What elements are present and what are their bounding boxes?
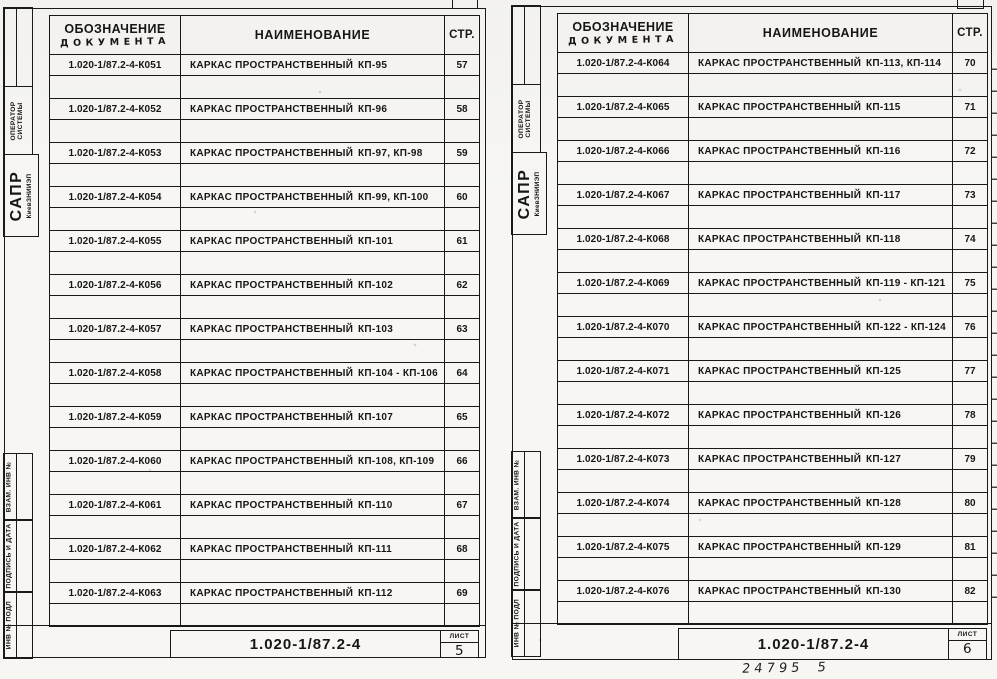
- designation-cell: 1.020-1/87.2-4-К057: [50, 319, 181, 340]
- spacer-row: [50, 428, 480, 451]
- table-row: [50, 583, 480, 604]
- titleblock-top-rule: [513, 623, 991, 624]
- name-cell: КАРКАС ПРОСТРАНСТВЕННЫЙ КП-129: [689, 537, 953, 558]
- page-cell: 79: [953, 449, 988, 470]
- table-header-row: [50, 16, 480, 55]
- table-row: [50, 407, 480, 428]
- name-cell: КАРКАС ПРОСТРАНСТВЕННЫЙ КП-96: [181, 99, 445, 120]
- sheet-label: ЛИСТ: [949, 629, 986, 641]
- table-row: [50, 539, 480, 560]
- name-cell: КАРКАС ПРОСТРАНСТВЕННЫЙ КП-130: [689, 581, 953, 602]
- page-cell: 80: [953, 493, 988, 514]
- stamp-sapr: [3, 154, 39, 237]
- operator-label-line2: СИСТЕМЫ: [17, 101, 25, 140]
- page-cell: 76: [953, 317, 988, 338]
- page-cell: 71: [953, 97, 988, 118]
- name-cell: КАРКАС ПРОСТРАНСТВЕННЫЙ КП-126: [689, 405, 953, 426]
- designation-cell: 1.020-1/87.2-4-К075: [558, 537, 689, 558]
- titleblock-top-rule: [5, 625, 485, 626]
- inv-podl-label: ИНВ № ПОДЛ: [513, 599, 521, 648]
- table-row: [558, 273, 988, 294]
- sheet-page-6: [512, 6, 992, 660]
- table-row: [558, 53, 988, 74]
- header-designation: ОБОЗНАЧЕНИЕ ДОКУМЕНТА: [558, 14, 689, 53]
- stamp-operator: [511, 84, 541, 153]
- table-row: [558, 493, 988, 514]
- page-cell: 57: [445, 55, 480, 76]
- table-row: [50, 55, 480, 76]
- designation-cell: 1.020-1/87.2-4-К065: [558, 97, 689, 118]
- table-row: [558, 449, 988, 470]
- designation-cell: 1.020-1/87.2-4-К055: [50, 231, 181, 252]
- spacer-row: [50, 164, 480, 187]
- podpis-data-label: ПОДПИСЬ И ДАТА: [5, 523, 13, 589]
- name-cell: КАРКАС ПРОСТРАНСТВЕННЫЙ КП-128: [689, 493, 953, 514]
- stamp-vzam-inv: [511, 451, 541, 518]
- sheet-number: 5: [454, 643, 465, 659]
- designation-cell: 1.020-1/87.2-4-К064: [558, 53, 689, 74]
- page-cell: 82: [953, 581, 988, 602]
- table-row: [558, 581, 988, 602]
- designation-cell: 1.020-1/87.2-4-К060: [50, 451, 181, 472]
- table-row: [558, 185, 988, 206]
- page-cell: 64: [445, 363, 480, 384]
- name-cell: КАРКАС ПРОСТРАНСТВЕННЫЙ КП-125: [689, 361, 953, 382]
- sapr-label: САПР: [516, 168, 534, 219]
- table-row: [50, 451, 480, 472]
- designation-cell: 1.020-1/87.2-4-К059: [50, 407, 181, 428]
- page-cell: 61: [445, 231, 480, 252]
- table-row: [50, 99, 480, 120]
- designation-cell: 1.020-1/87.2-4-К067: [558, 185, 689, 206]
- stamp-box-empty: [511, 5, 541, 85]
- page-cell: 66: [445, 451, 480, 472]
- page-cell: 62: [445, 275, 480, 296]
- table-row: [50, 187, 480, 208]
- spacer-row: [558, 382, 988, 405]
- spacer-row: [558, 74, 988, 97]
- table-row: [558, 97, 988, 118]
- designation-cell: 1.020-1/87.2-4-К063: [50, 583, 181, 604]
- name-cell: КАРКАС ПРОСТРАНСТВЕННЫЙ КП-95: [181, 55, 445, 76]
- header-page: СТР.: [953, 14, 988, 53]
- header-name: НАИМЕНОВАНИЕ: [689, 14, 953, 53]
- spacer-row: [50, 76, 480, 99]
- page-cell: 58: [445, 99, 480, 120]
- frame-corner-box: [957, 0, 984, 9]
- sapr-sublabel: КиевЗНИИЭП: [26, 173, 33, 218]
- page-cell: 74: [953, 229, 988, 250]
- name-cell: КАРКАС ПРОСТРАНСТВЕННЫЙ КП-112: [181, 583, 445, 604]
- table-row: [558, 229, 988, 250]
- operator-label-line1: ОПЕРАТОР: [10, 100, 18, 141]
- page-cell: 60: [445, 187, 480, 208]
- designation-cell: 1.020-1/87.2-4-К071: [558, 361, 689, 382]
- stamp-box-empty: [3, 7, 33, 87]
- table-header-row: [558, 14, 988, 53]
- page-cell: 72: [953, 141, 988, 162]
- index-table: [557, 13, 988, 625]
- spacer-row: [50, 252, 480, 275]
- stamp-podpis-data: [3, 520, 33, 592]
- designation-cell: 1.020-1/87.2-4-К072: [558, 405, 689, 426]
- designation-cell: 1.020-1/87.2-4-К052: [50, 99, 181, 120]
- designation-cell: 1.020-1/87.2-4-К073: [558, 449, 689, 470]
- designation-cell: 1.020-1/87.2-4-К074: [558, 493, 689, 514]
- name-cell: КАРКАС ПРОСТРАНСТВЕННЫЙ КП-102: [181, 275, 445, 296]
- name-cell: КАРКАС ПРОСТРАНСТВЕННЫЙ КП-97, КП-98: [181, 143, 445, 164]
- title-block: [170, 630, 479, 657]
- spacer-row: [558, 470, 988, 493]
- name-cell: КАРКАС ПРОСТРАНСТВЕННЫЙ КП-118: [689, 229, 953, 250]
- title-block: [678, 628, 987, 659]
- page-cell: 73: [953, 185, 988, 206]
- name-cell: КАРКАС ПРОСТРАНСТВЕННЫЙ КП-122 - КП-124: [689, 317, 953, 338]
- name-cell: КАРКАС ПРОСТРАНСТВЕННЫЙ КП-117: [689, 185, 953, 206]
- name-cell: КАРКАС ПРОСТРАНСТВЕННЫЙ КП-101: [181, 231, 445, 252]
- inv-podl-label: ИНВ № ПОДЛ: [5, 601, 13, 650]
- sheet-page-5: [4, 8, 486, 658]
- designation-cell: 1.020-1/87.2-4-К066: [558, 141, 689, 162]
- page-cell: 63: [445, 319, 480, 340]
- table-row: [50, 363, 480, 384]
- document-number: 1.020-1/87.2-4: [249, 635, 362, 653]
- spacer-row: [558, 558, 988, 581]
- spacer-row: [50, 208, 480, 231]
- header-designation: ОБОЗНАЧЕНИЕ ДОКУМЕНТА: [50, 16, 181, 55]
- scan-edge-ticks: [991, 48, 997, 616]
- spacer-row: [558, 162, 988, 185]
- table-row: [50, 319, 480, 340]
- designation-cell: 1.020-1/87.2-4-К053: [50, 143, 181, 164]
- spacer-row: [50, 340, 480, 363]
- designation-cell: 1.020-1/87.2-4-К051: [50, 55, 181, 76]
- spacer-row: [558, 118, 988, 141]
- name-cell: КАРКАС ПРОСТРАНСТВЕННЫЙ КП-119 - КП-121: [689, 273, 953, 294]
- stamp-vzam-inv: [3, 453, 33, 520]
- table-row: [558, 141, 988, 162]
- vzam-inv-label: ВЗАМ. ИНВ №: [513, 459, 521, 510]
- stamp-operator: [3, 86, 33, 155]
- page-cell: 69: [445, 583, 480, 604]
- spacer-row: [558, 514, 988, 537]
- operator-label-line1: ОПЕРАТОР: [518, 98, 526, 139]
- designation-cell: 1.020-1/87.2-4-К054: [50, 187, 181, 208]
- table-row: [558, 317, 988, 338]
- spacer-row: [50, 604, 480, 627]
- page-cell: 77: [953, 361, 988, 382]
- table-row: [50, 495, 480, 516]
- table-row: [50, 143, 480, 164]
- page-cell: 67: [445, 495, 480, 516]
- sapr-sublabel: КиевЗНИИЭП: [534, 171, 541, 216]
- name-cell: КАРКАС ПРОСТРАНСТВЕННЫЙ КП-127: [689, 449, 953, 470]
- sheet-cell: [948, 629, 986, 659]
- table-row: [558, 361, 988, 382]
- sheet-cell: [440, 631, 478, 657]
- header-page: СТР.: [445, 16, 480, 55]
- table-row: [50, 231, 480, 252]
- index-table: [49, 15, 480, 627]
- page-cell: 65: [445, 407, 480, 428]
- document-number: 1.020-1/87.2-4: [757, 635, 870, 653]
- name-cell: КАРКАС ПРОСТРАНСТВЕННЫЙ КП-110: [181, 495, 445, 516]
- spacer-row: [50, 472, 480, 495]
- designation-cell: 1.020-1/87.2-4-К056: [50, 275, 181, 296]
- designation-cell: 1.020-1/87.2-4-К062: [50, 539, 181, 560]
- name-cell: КАРКАС ПРОСТРАНСТВЕННЫЙ КП-99, КП-100: [181, 187, 445, 208]
- name-cell: КАРКАС ПРОСТРАНСТВЕННЫЙ КП-115: [689, 97, 953, 118]
- table-row: [50, 275, 480, 296]
- page-cell: 78: [953, 405, 988, 426]
- name-cell: КАРКАС ПРОСТРАНСТВЕННЫЙ КП-103: [181, 319, 445, 340]
- page-cell: 68: [445, 539, 480, 560]
- vzam-inv-label: ВЗАМ. ИНВ №: [5, 461, 13, 512]
- podpis-data-label: ПОДПИСЬ И ДАТА: [513, 521, 521, 587]
- spacer-row: [558, 206, 988, 229]
- operator-label-line2: СИСТЕМЫ: [525, 99, 533, 138]
- stamp-sapr: [511, 152, 547, 235]
- frame-corner-box: [452, 0, 478, 9]
- spacer-row: [558, 426, 988, 449]
- page-cell: 70: [953, 53, 988, 74]
- name-cell: КАРКАС ПРОСТРАНСТВЕННЫЙ КП-104 - КП-106: [181, 363, 445, 384]
- stamp-podpis-data: [511, 518, 541, 590]
- name-cell: КАРКАС ПРОСТРАНСТВЕННЫЙ КП-116: [689, 141, 953, 162]
- sheet-number: 6: [962, 641, 973, 657]
- spacer-row: [50, 296, 480, 319]
- spacer-row: [558, 602, 988, 625]
- spacer-row: [50, 120, 480, 143]
- name-cell: КАРКАС ПРОСТРАНСТВЕННЫЙ КП-107: [181, 407, 445, 428]
- sapr-label: САПР: [8, 170, 26, 221]
- designation-cell: 1.020-1/87.2-4-К070: [558, 317, 689, 338]
- table-row: [558, 537, 988, 558]
- spacer-row: [50, 560, 480, 583]
- designation-cell: 1.020-1/87.2-4-К061: [50, 495, 181, 516]
- spacer-row: [50, 384, 480, 407]
- handwritten-inventory-number: 24795 5: [740, 660, 827, 677]
- designation-cell: 1.020-1/87.2-4-К069: [558, 273, 689, 294]
- sheet-label: ЛИСТ: [441, 631, 478, 643]
- header-name: НАИМЕНОВАНИЕ: [181, 16, 445, 55]
- table-row: [558, 405, 988, 426]
- spacer-row: [50, 516, 480, 539]
- name-cell: КАРКАС ПРОСТРАНСТВЕННЫЙ КП-111: [181, 539, 445, 560]
- page-cell: 81: [953, 537, 988, 558]
- page-cell: 59: [445, 143, 480, 164]
- name-cell: КАРКАС ПРОСТРАНСТВЕННЫЙ КП-113, КП-114: [689, 53, 953, 74]
- page-cell: 75: [953, 273, 988, 294]
- designation-cell: 1.020-1/87.2-4-К068: [558, 229, 689, 250]
- spacer-row: [558, 294, 988, 317]
- spacer-row: [558, 338, 988, 361]
- spacer-row: [558, 250, 988, 273]
- designation-cell: 1.020-1/87.2-4-К058: [50, 363, 181, 384]
- name-cell: КАРКАС ПРОСТРАНСТВЕННЫЙ КП-108, КП-109: [181, 451, 445, 472]
- designation-cell: 1.020-1/87.2-4-К076: [558, 581, 689, 602]
